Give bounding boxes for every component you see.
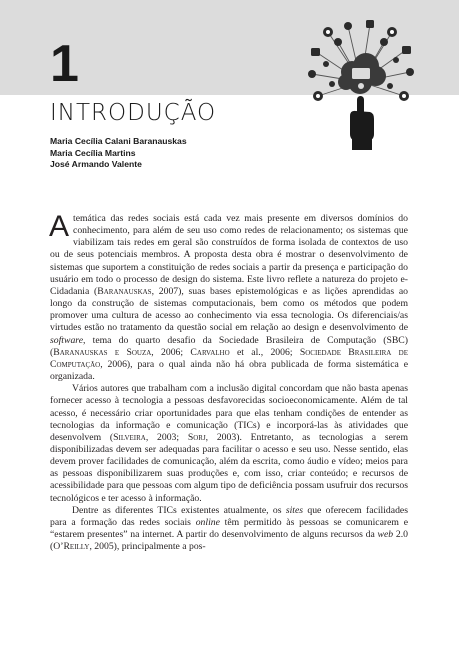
author-name: Maria Cecília Calani Baranauskas xyxy=(50,136,187,146)
text-run: et al., 2006; xyxy=(229,346,300,358)
italic-term: software xyxy=(50,334,84,346)
text-run: , 2006; xyxy=(151,346,191,358)
italic-term: sites xyxy=(285,504,304,516)
citation-author: Sociedade Brasileira de Computação xyxy=(50,346,408,370)
chapter-title: INTRODUÇÃO xyxy=(50,100,217,126)
text-run: que oferecem facilidades para a formação das redes sociais xyxy=(50,504,408,528)
chapter-number: 1 xyxy=(50,35,79,93)
text-run: , 2007), suas bases epistemológicas e as lições aprendidas ao longo da construção de sistemas computacionais, bem como os métodos que podem promover uma cultura de acesso ao conhecimento via essa tecnologia. Os diferenciais/as virtudes estão no tratamento da questão social em relação ao design e desenvolvimento de xyxy=(50,285,408,334)
text-run: , 2005), principalmente a pos- xyxy=(89,541,206,553)
author-name: Maria Cecília Martins xyxy=(50,147,136,158)
text-run: , 2006), para o qual ainda não há obra publicada de forma sistemática e organizada. xyxy=(50,358,408,383)
paragraph-3 xyxy=(50,505,408,554)
text-run: têm permitido às pessoas se comunicarem e “estarem presentes” na internet. A partir do desenvolvimento de alguns recursos da xyxy=(50,516,409,541)
italic-term: web xyxy=(377,529,394,541)
text-run: 2.0 (O’ xyxy=(50,529,408,553)
body-text xyxy=(49,210,409,553)
citation-author: Sorj xyxy=(187,431,206,443)
text-run: , tema do quarto desafio da Sociedade Brasileira de Computação (SBC) ( xyxy=(50,334,408,358)
citation-author: Carvalho xyxy=(190,346,230,358)
text-run: Vários autores que trabalham com a inclusão digital concordam que não basta apenas fornecer acesso à tecnologia a pessoas desfavorecidas socioeconomicamente. Além de tal acesso, é necessário criar oportunidades para que elas tenham condições de entender as tecnologias da informação e comunicação (TICs) e incorporá-las às atividades que desenvolvem ( xyxy=(50,383,408,443)
citation-author: Baranauskas e Souza xyxy=(53,346,152,358)
citation-author: Reilly xyxy=(63,541,90,553)
author-list xyxy=(50,136,187,171)
text-run: , 2003). Entretanto, as tecnologias a serem disponibilizadas devem ser adequadas para facilitar o acesso e seu uso. Nesse sentido, elas devem prover facilidades de comunicação, além da escrita, como áudio e vídeo; meios para as pessoas disponibilizarem suas produções e, com isso, criar conteúdo; e recursos de acessibilidade para que pessoas com algum tipo de deficiência possam usufruir dos recursos tecnológicos e ter acesso à informação. xyxy=(50,431,408,504)
paragraph-1 xyxy=(49,210,408,383)
text-run: temática das redes sociais está cada vez mais presente em diversos domínios do conhecimento, para além de seu uso como redes de relacionamento; os sistemas que viabilizam tais redes em geral são construídos de forma isolada de contextos de uso ou de seus potenciais membros. A proposta desta obra é mostrar o desenvolvimento de sistemas que suportem a constituição de redes sociais a partir da presença e participação do usuário em todo o processo de design do sistema. Este livro reflete a natureza do projeto e-Cidadania ( xyxy=(50,213,408,297)
text-run: , 2003; xyxy=(145,431,188,443)
italic-term: online xyxy=(195,516,220,528)
text-run: Dentre as diferentes TICs existentes atualmente, os xyxy=(72,504,286,516)
drop-cap: A xyxy=(49,210,70,243)
citation-author: Baranauskas xyxy=(97,285,152,297)
paragraph-2 xyxy=(50,383,408,505)
author-name: José Armando Valente xyxy=(50,159,142,169)
citation-author: Silveira xyxy=(113,431,146,443)
hand-touching-network-icon xyxy=(308,20,414,150)
